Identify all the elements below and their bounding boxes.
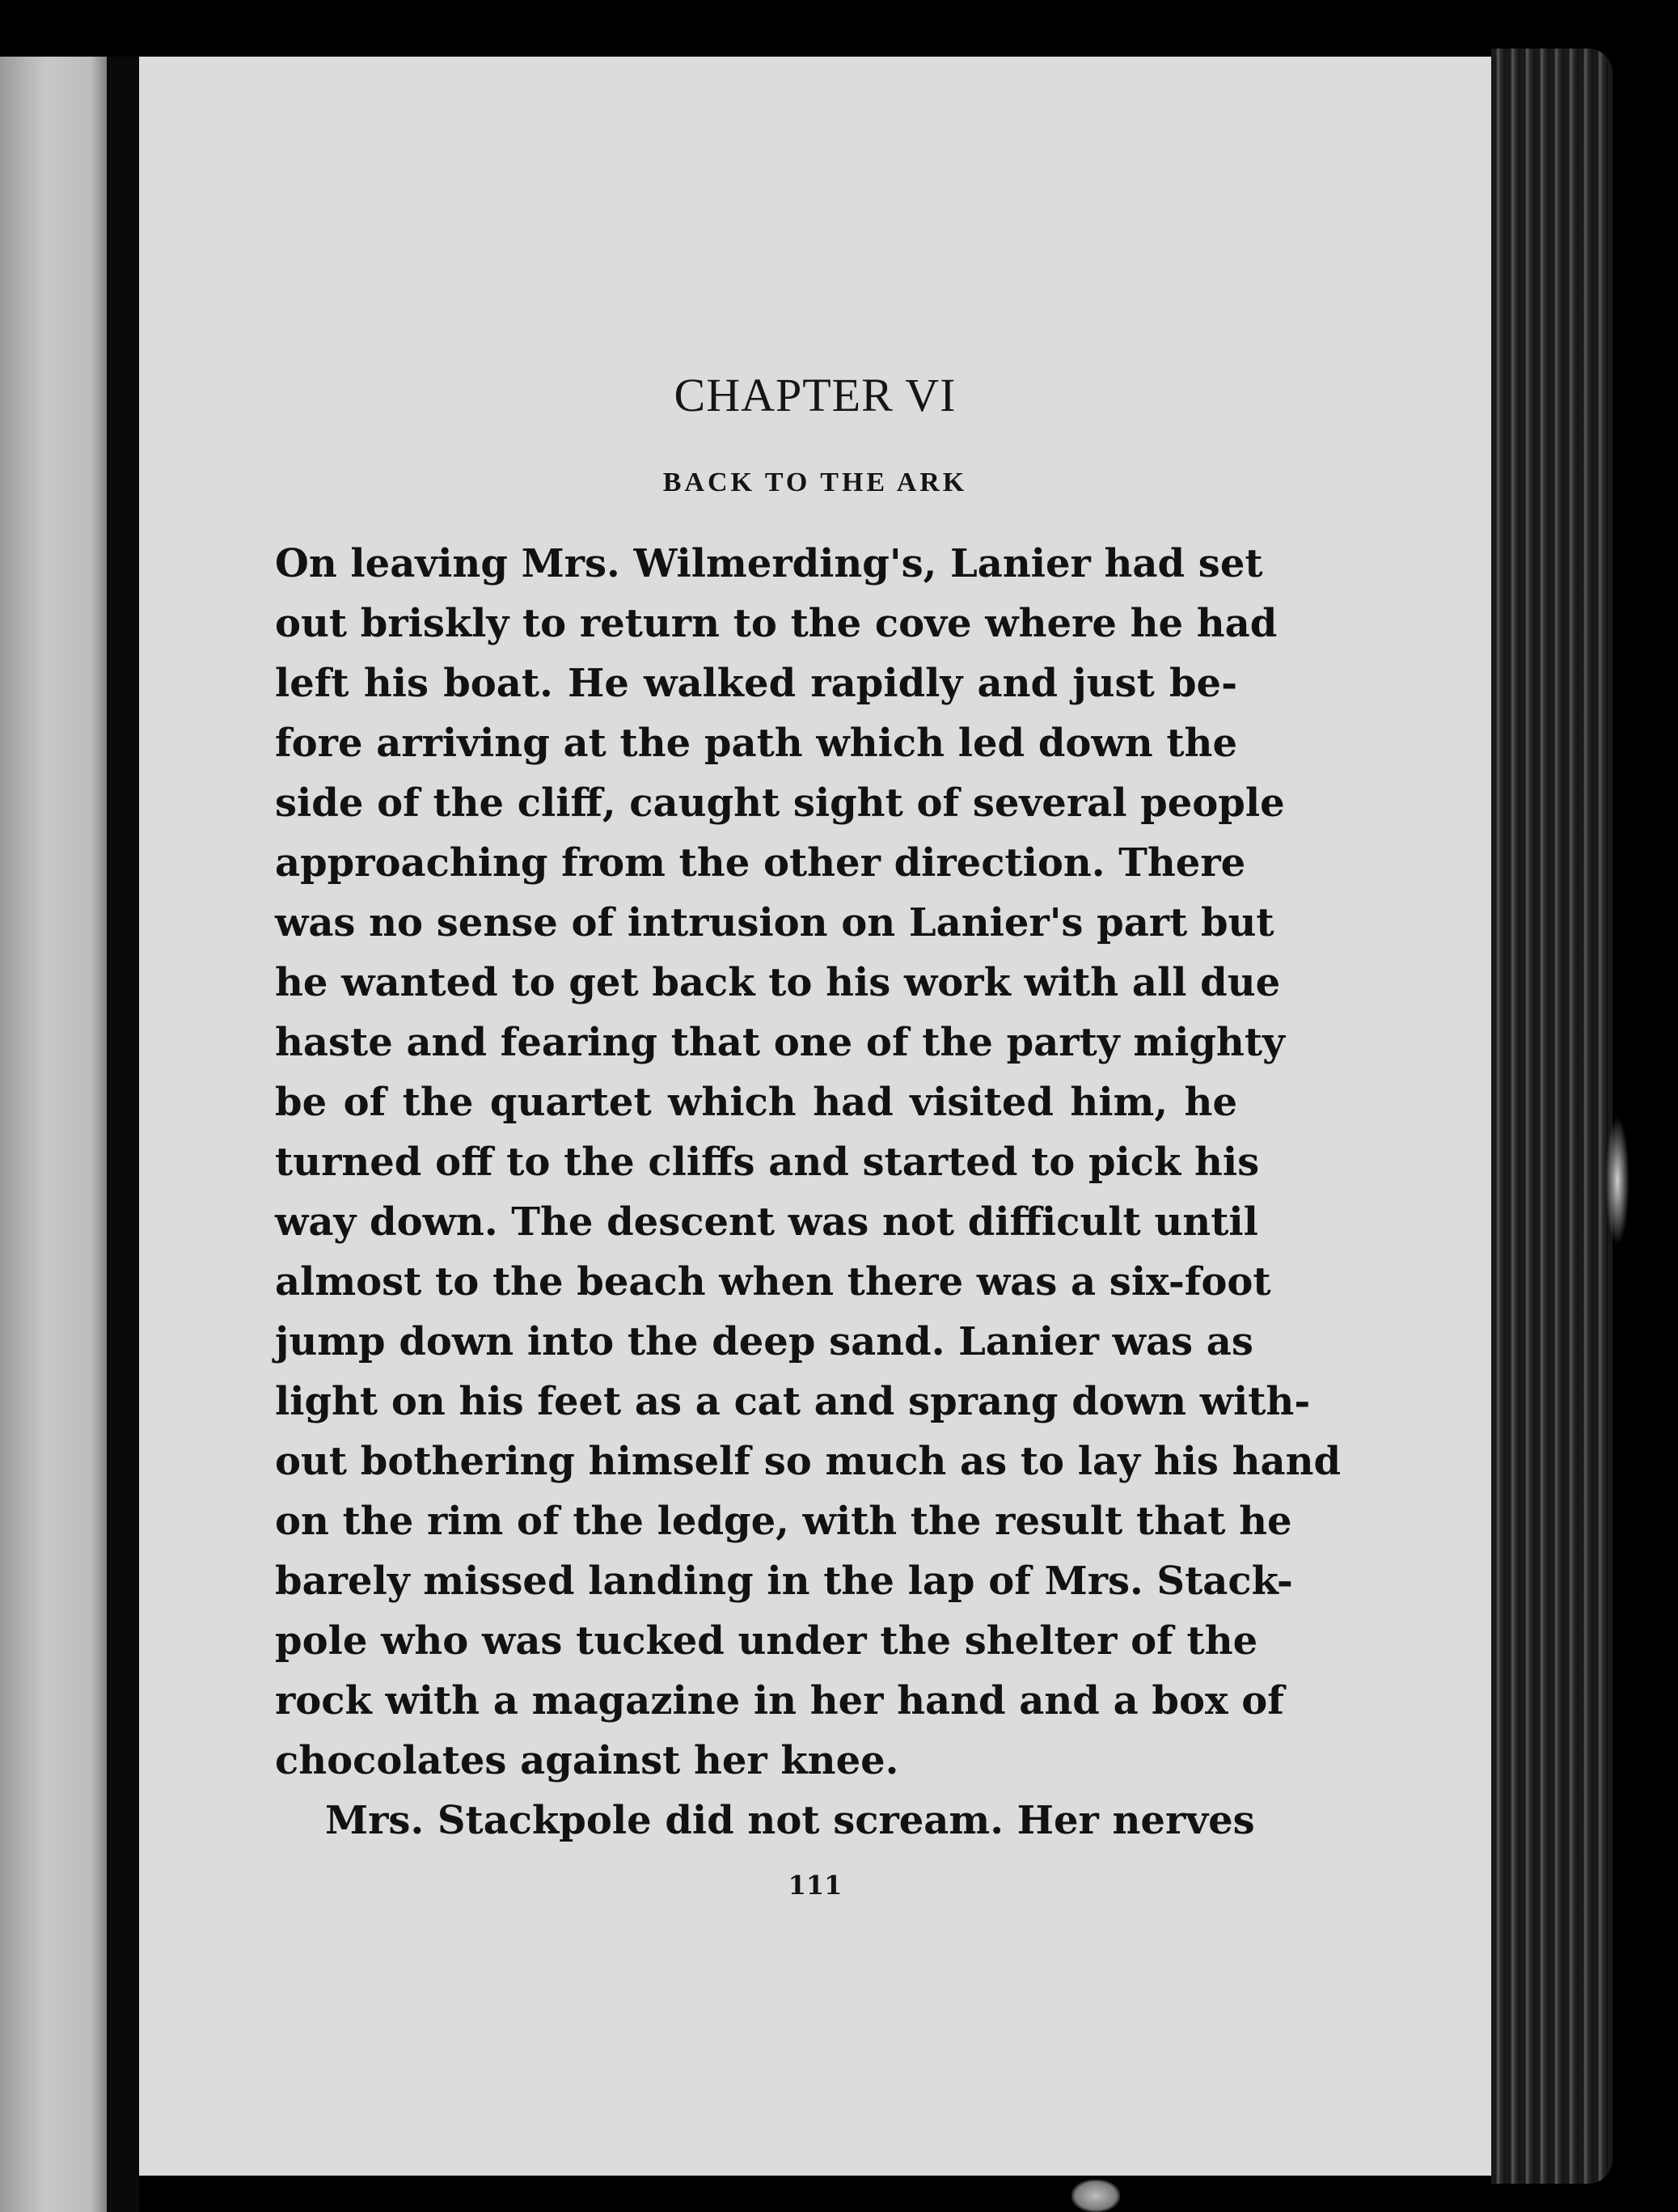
text-line: left his boat. He walked rapidly and just be- xyxy=(275,661,1237,706)
text-line: barely missed landing in the lap of Mrs. Stack- xyxy=(275,1559,1293,1604)
book-gutter xyxy=(107,57,139,2212)
text-line: chocolates against her knee. xyxy=(275,1738,899,1783)
facing-page-edge xyxy=(0,57,113,2212)
text-line: turned off to the cliffs and started to pick his xyxy=(275,1140,1260,1185)
text-line: he wanted to get back to his work with all due xyxy=(275,960,1281,1005)
page-number: 111 xyxy=(788,1870,843,1901)
text-line: jump down into the deep sand. Lanier was as xyxy=(275,1319,1253,1364)
text-line: On leaving Mrs. Wilmerding's, Lanier had set xyxy=(275,541,1263,586)
scan-artifact xyxy=(1071,2180,1120,2212)
chapter-heading: CHAPTER VI xyxy=(674,369,957,421)
text-line: haste and fearing that one of the party mighty xyxy=(275,1020,1285,1065)
text-line: way down. The descent was not difficult until xyxy=(275,1199,1258,1245)
chapter-text xyxy=(275,534,1342,1850)
text-line: side of the cliff, caught sight of several people xyxy=(275,780,1285,826)
edge-highlight xyxy=(1605,1116,1629,1246)
text-line: rock with a magazine in her hand and a box of xyxy=(275,1678,1284,1723)
chapter-subtitle: BACK TO THE ARK xyxy=(662,467,968,497)
text-line: on the rim of the ledge, with the result that he xyxy=(275,1499,1292,1544)
text-line: approaching from the other direction. There xyxy=(275,840,1246,886)
text-line: pole who was tucked under the shelter of the xyxy=(275,1618,1258,1664)
text-line: be of the quartet which had visited him, he xyxy=(275,1080,1237,1125)
text-line: Mrs. Stackpole did not scream. Her nerves xyxy=(325,1798,1255,1843)
text-line: light on his feet as a cat and sprang down with- xyxy=(275,1379,1311,1424)
text-line: fore arriving at the path which led down the xyxy=(275,721,1237,766)
page-stack-edges xyxy=(1491,49,1612,2184)
text-line: was no sense of intrusion on Lanier's part but xyxy=(275,900,1274,945)
text-line: out briskly to return to the cove where he had xyxy=(275,601,1278,646)
text-line: almost to the beach when there was a six-foot xyxy=(275,1259,1271,1305)
text-line: out bothering himself so much as to lay his hand xyxy=(275,1439,1342,1484)
